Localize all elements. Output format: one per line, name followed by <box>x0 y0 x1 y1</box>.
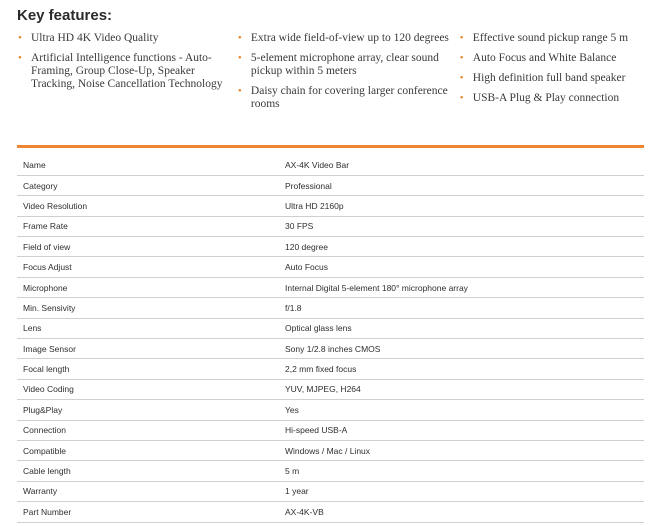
feature-item: • Artificial Intelligence functions - Auto-Framing, Group Close-Up, Speaker Tracking, Noise Cancellation Technology <box>18 52 223 90</box>
specifications-table <box>17 155 644 523</box>
bullet-icon: • <box>459 72 464 84</box>
table-row <box>17 237 644 257</box>
table-row <box>17 155 644 175</box>
spec-label: Field of view <box>17 237 279 257</box>
spec-value: Hi-speed USB-A <box>279 420 644 440</box>
table-row <box>17 461 644 481</box>
bullet-icon: • <box>18 32 22 44</box>
table-row <box>17 440 644 460</box>
spec-value: 1 year <box>279 481 644 501</box>
table-row <box>17 400 644 420</box>
spec-value: AX-4K-VB <box>279 502 644 522</box>
features-column-2 <box>237 32 459 118</box>
spec-value: Windows / Mac / Linux <box>279 440 644 460</box>
spec-label: Image Sensor <box>17 339 279 359</box>
bullet-icon: • <box>459 32 464 44</box>
feature-item: • High definition full band speaker <box>459 72 626 84</box>
bullet-icon: • <box>459 52 464 64</box>
feature-item: • Daisy chain for covering larger conference rooms <box>237 85 448 110</box>
spec-value: 120 degree <box>279 237 644 257</box>
features-column-3 <box>459 32 647 118</box>
spec-label: Warranty <box>17 481 279 501</box>
spec-label: Video Resolution <box>17 196 279 216</box>
table-row <box>17 298 644 318</box>
feature-item: • Auto Focus and White Balance <box>459 52 617 64</box>
spec-label: Name <box>17 155 279 175</box>
table-row <box>17 420 644 440</box>
spec-label: Frame Rate <box>17 216 279 236</box>
table-row <box>17 481 644 501</box>
spec-value: AX-4K Video Bar <box>279 155 644 175</box>
spec-value: Professional <box>279 175 644 195</box>
table-row <box>17 318 644 338</box>
spec-value: Sony 1/2.8 inches CMOS <box>279 339 644 359</box>
spec-label: Part Number <box>17 502 279 522</box>
spec-value: Internal Digital 5-element 180° microphone array <box>279 277 644 297</box>
spec-label: Connection <box>17 420 279 440</box>
spec-label: Category <box>17 175 279 195</box>
feature-item: • USB-A Plug & Play connection <box>459 92 620 104</box>
table-row <box>17 216 644 236</box>
section-divider <box>17 145 644 148</box>
spec-label: Cable length <box>17 461 279 481</box>
spec-label: Microphone <box>17 277 279 297</box>
bullet-icon: • <box>18 52 22 64</box>
spec-value: Optical glass lens <box>279 318 644 338</box>
spec-value: 5 m <box>279 461 644 481</box>
spec-label: Plug&Play <box>17 400 279 420</box>
bullet-icon: • <box>237 32 242 44</box>
key-features-heading: Key features: <box>17 7 113 24</box>
table-row <box>17 277 644 297</box>
bullet-icon: • <box>237 85 242 97</box>
spec-label: Focal length <box>17 359 279 379</box>
spec-label: Lens <box>17 318 279 338</box>
features-column-1 <box>17 32 237 118</box>
spec-value: YUV, MJPEG, H264 <box>279 379 644 399</box>
table-row <box>17 196 644 216</box>
spec-label: Compatible <box>17 440 279 460</box>
table-row <box>17 359 644 379</box>
spec-value: 2,2 mm fixed focus <box>279 359 644 379</box>
table-row <box>17 502 644 522</box>
feature-item: • 5-element microphone array, clear sound pickup within 5 meters <box>237 52 439 77</box>
table-row <box>17 379 644 399</box>
spec-label: Video Coding <box>17 379 279 399</box>
spec-value: Yes <box>279 400 644 420</box>
spec-label: Min. Sensivity <box>17 298 279 318</box>
feature-item: • Extra wide field-of-view up to 120 degrees <box>237 32 449 44</box>
bullet-icon: • <box>459 92 464 104</box>
feature-item: • Effective sound pickup range 5 m <box>459 32 629 44</box>
key-features-list <box>17 32 647 118</box>
table-row <box>17 339 644 359</box>
table-row <box>17 257 644 277</box>
feature-item: • Ultra HD 4K Video Quality <box>18 32 159 44</box>
table-row <box>17 175 644 195</box>
spec-value: f/1.8 <box>279 298 644 318</box>
spec-value: Ultra HD 2160p <box>279 196 644 216</box>
spec-label: Focus Adjust <box>17 257 279 277</box>
bullet-icon: • <box>237 52 242 64</box>
spec-value: 30 FPS <box>279 216 644 236</box>
spec-value: Auto Focus <box>279 257 644 277</box>
